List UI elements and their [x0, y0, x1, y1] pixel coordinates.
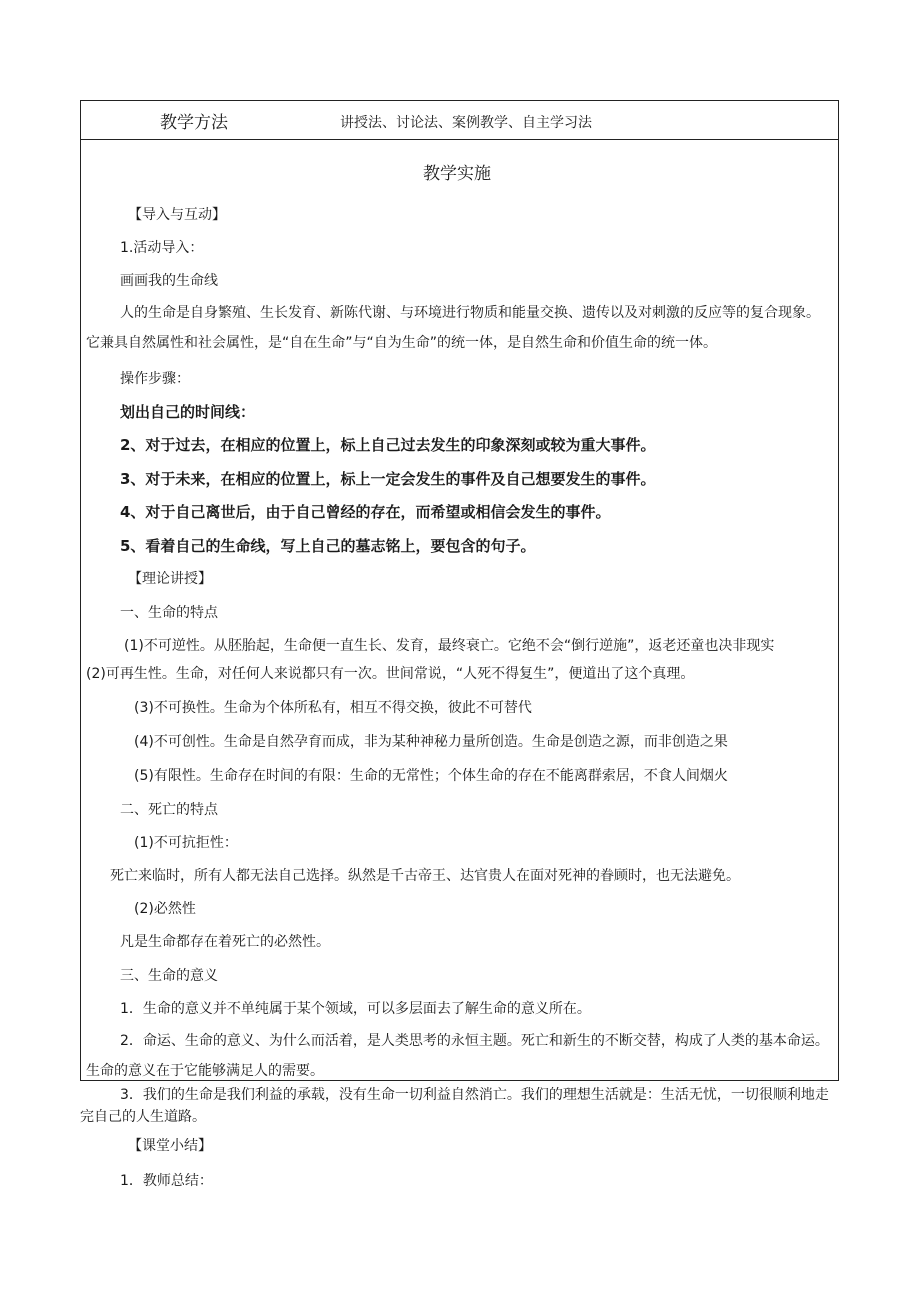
death-item1: (1)不可抗拒性： [134, 835, 238, 851]
steps-label: 操作步骤： [120, 371, 190, 387]
theory-heading: 【理论讲授】 [128, 571, 212, 587]
life-item-0: (1)不可逆性。从胚胎起，生命便一直生长、发育，最终衰亡。它绝不会“倒行逆施”，返老还童也决非现实 [124, 638, 775, 654]
step-0: 划出自己的时间线： [120, 403, 256, 421]
summary-item1: 1．教师总结： [120, 1173, 213, 1189]
death-text1: 死亡来临时，所有人都无法自己选择。纵然是千古帝王、达官贵人在面对死神的眷顾时，也无法避免。 [110, 868, 740, 884]
intro-heading: 【导入与互动】 [128, 207, 226, 223]
life-item-3: (4)不可创性。生命是自然孕育而成，非为某种神秘力量所创造。生命是创造之源，而非创造之果 [134, 734, 728, 750]
intro-item1: 1.活动导入： [120, 240, 204, 256]
meaning-title: 三、生命的意义 [120, 968, 218, 984]
life-item-2: (3)不可换性。生命为个体所私有，相互不得交换，彼此不可替代 [134, 700, 532, 716]
activity-name: 画画我的生命线 [120, 273, 218, 289]
death-title: 二、死亡的特点 [120, 802, 218, 818]
step-3: 4、对于自己离世后，由于自己曾经的存在，而希望或相信会发生的事件。 [120, 503, 611, 521]
life-title: 一、生命的特点 [120, 605, 218, 621]
method-label: 教学方法 [160, 113, 228, 133]
header-separator [80, 139, 839, 140]
death-item2: (2)必然性 [134, 901, 196, 917]
meaning-1: 1．生命的意义并不单纯属于某个领域，可以多层面去了解生命的意义所在。 [120, 1001, 591, 1017]
meaning-2: 2．命运、生命的意义、为什么而活着，是人类思考的永恒主题。死亡和新生的不断交替，构成了人类的基本命运。生命的意义在于它能够满足人的需要。 [86, 1033, 829, 1079]
death-text2: 凡是生命都存在着死亡的必然性。 [120, 934, 330, 950]
section-title: 教学实施 [423, 164, 491, 184]
life-item-1: (2)可再生性。生命，对任何人来说都只有一次。世间常说，“人死不得复生”，便道出了这个真理。 [86, 666, 695, 682]
life-item-4: (5)有限性。生命存在时间的有限：生命的无常性；个体生命的存在不能离群索居，不食人间烟火 [134, 768, 728, 784]
step-4: 5、看着自己的生命线，写上自己的墓志铭上，要包含的句子。 [120, 537, 536, 555]
step-1: 2、对于过去，在相应的位置上，标上自己过去发生的印象深刻或较为重大事件。 [120, 436, 656, 454]
meaning-3: 3．我们的生命是我们利益的承载，没有生命一切利益自然消亡。我们的理想生活就是：生活无忧，一切很顺利地走完自己的人生道路。 [80, 1087, 829, 1125]
intro-paragraph: 人的生命是自身繁殖、生长发育、新陈代谢、与环境进行物质和能量交换、遗传以及对刺激的反应等的复合现象。它兼具自然属性和社会属性，是“自在生命”与“自为生命”的统一体，是自然生命和价值生命的统一体。 [86, 305, 820, 351]
summary-heading: 【课堂小结】 [128, 1138, 212, 1154]
step-2: 3、对于未来，在相应的位置上，标上一定会发生的事件及自己想要发生的事件。 [120, 470, 656, 488]
method-value: 讲授法、讨论法、案例教学、自主学习法 [340, 115, 592, 131]
